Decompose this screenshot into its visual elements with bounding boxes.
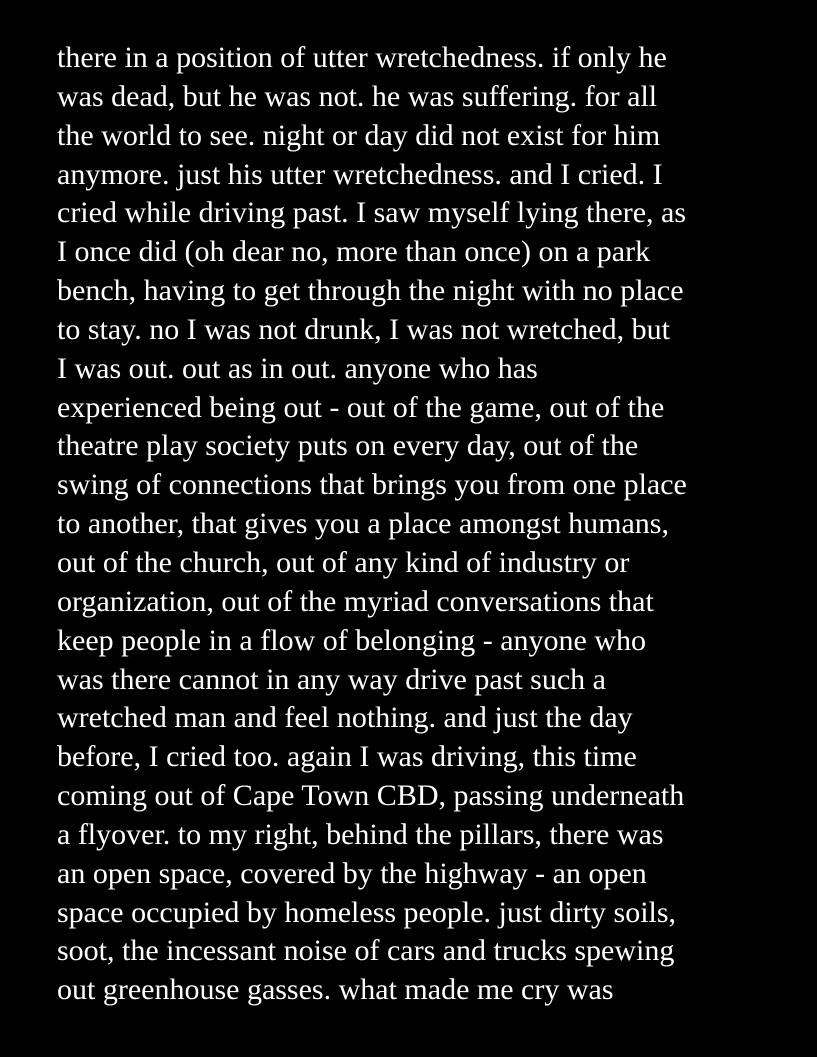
text-line-18: wretched man and feel nothing. and just the day	[57, 701, 633, 735]
text-line-21: a flyover. to my right, behind the pillars, there was	[57, 817, 664, 851]
text-line-7: bench, having to get through the night with no place	[57, 274, 684, 308]
text-line-6: I once did (oh dear no, more than once) on a park	[57, 235, 651, 269]
text-line-17: was there cannot in any way drive past such a	[57, 662, 606, 696]
body-text	[57, 39, 797, 1010]
text-line-16: keep people in a flow of belonging - anyone who	[57, 623, 646, 657]
text-line-10: experienced being out - out of the game, out of the	[57, 390, 665, 424]
text-line-25: out greenhouse gasses. what made me cry was	[57, 973, 614, 1007]
text-line-15: organization, out of the myriad conversations that	[57, 584, 654, 618]
text-line-3: the world to see. night or day did not exist for him	[57, 118, 661, 152]
text-line-5: cried while driving past. I saw myself lying there, as	[57, 196, 687, 230]
text-line-9: I was out. out as in out. anyone who has	[57, 351, 538, 385]
text-line-1: there in a position of utter wretchedness. if only he	[57, 41, 667, 74]
text-line-13: to another, that gives you a place amongst humans,	[57, 507, 669, 541]
text-line-20: coming out of Cape Town CBD, passing underneath	[57, 779, 685, 813]
text-line-24: soot, the incessant noise of cars and trucks spewing	[57, 934, 675, 968]
text-line-2: was dead, but he was not. he was suffering. for all	[57, 79, 658, 113]
text-line-8: to stay. no I was not drunk, I was not wretched, but	[57, 312, 670, 346]
text-line-12: swing of connections that brings you from one place	[57, 468, 687, 502]
text-line-11: theatre play society puts on every day, out of the	[57, 429, 639, 463]
text-line-14: out of the church, out of any kind of industry or	[57, 545, 630, 579]
text-line-22: an open space, covered by the highway - an open	[57, 856, 647, 890]
text-line-19: before, I cried too. again I was driving, this time	[57, 740, 637, 774]
text-line-23: space occupied by homeless people. just dirty soils,	[57, 895, 677, 929]
text-line-4: anymore. just his utter wretchedness. and I cried. I	[57, 157, 663, 191]
